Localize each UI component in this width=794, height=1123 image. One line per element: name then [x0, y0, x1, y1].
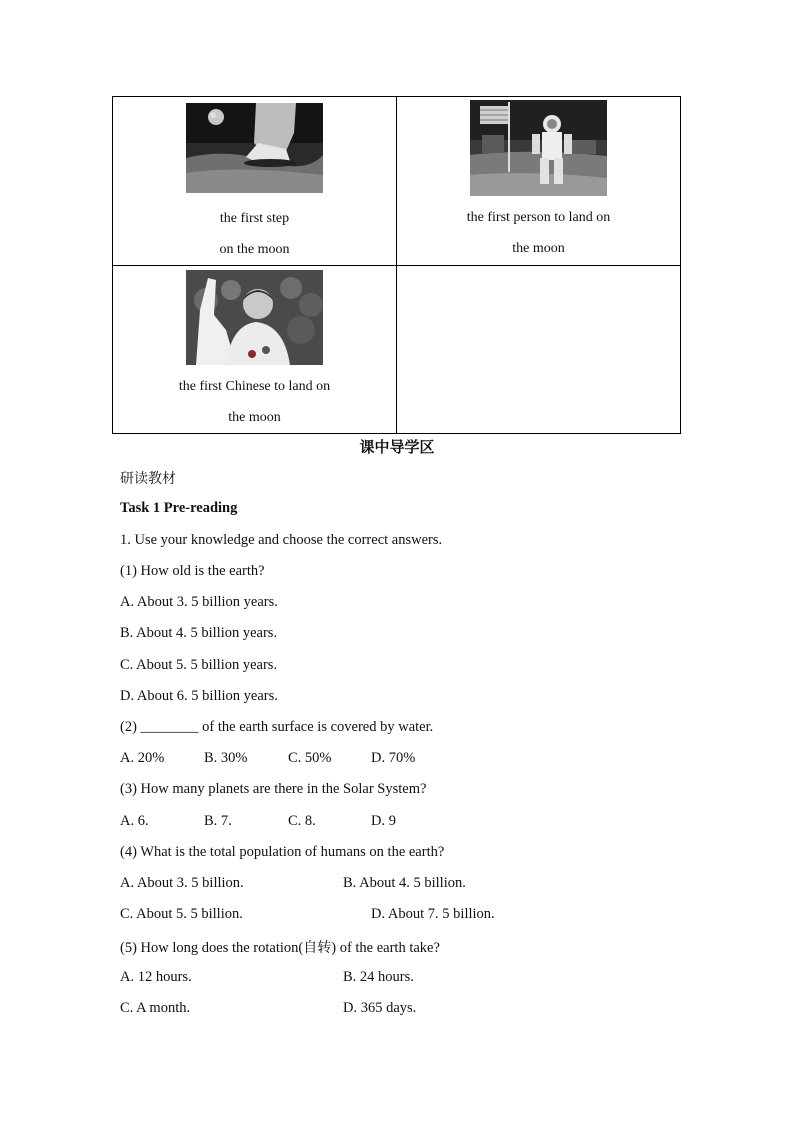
option-3c: C. 8. [288, 813, 316, 829]
section-title: 课中导学区 [359, 438, 435, 456]
option-1b: B. About 4. 5 billion years. [120, 625, 278, 641]
caption-line-1: the first person to land on [466, 210, 611, 225]
option-3d: D. 9 [371, 813, 396, 829]
table-cell-empty [397, 266, 681, 434]
table-cell-first-chinese [113, 266, 397, 434]
question-4: (4) What is the total population of humans on the earth? [120, 844, 445, 860]
option-2d: D. 70% [371, 750, 416, 766]
option-1a: A. About 3. 5 billion years. [120, 594, 278, 610]
chinese-astronaut-photo [186, 270, 323, 365]
astronaut-moon-photo [470, 100, 607, 196]
caption-first-step [113, 203, 396, 265]
table-cell-first-person [397, 97, 681, 266]
option-5c: C. A month. [120, 1000, 191, 1016]
question-3: (3) How many planets are there in the Solar System? [120, 781, 427, 797]
task-title: Task 1 Pre-reading [120, 500, 238, 516]
option-2b: B. 30% [204, 750, 248, 766]
caption-line-2: on the moon [219, 242, 290, 257]
option-2c: C. 50% [288, 750, 332, 766]
caption-first-chinese [113, 371, 396, 433]
caption-line-1: the first step [219, 211, 290, 226]
option-1d: D. About 6. 5 billion years. [120, 688, 278, 704]
option-4a: A. About 3. 5 billion. [120, 875, 244, 891]
question-5-chinese: 自转 [303, 940, 332, 956]
table-cell-first-step [113, 97, 397, 266]
question-2: (2) ________ of the earth surface is covered by water. [120, 719, 434, 735]
option-5a: A. 12 hours. [120, 969, 192, 985]
caption-line-1: the first Chinese to land on [178, 379, 331, 394]
moon-footstep-photo [186, 103, 323, 193]
question-1: (1) How old is the earth? [120, 563, 265, 579]
option-4c: C. About 5. 5 billion. [120, 906, 243, 922]
question-5-text: (5) How long does the rotation( [120, 940, 304, 956]
caption-line-2: the moon [228, 410, 281, 425]
instruction: 1. Use your knowledge and choose the correct answers. [120, 532, 443, 548]
question-5-end: ) of the earth take? [331, 940, 440, 956]
option-4b: B. About 4. 5 billion. [343, 875, 466, 891]
option-3b: B. 7. [204, 813, 232, 829]
option-5d: D. 365 days. [343, 1000, 417, 1016]
option-2a: A. 20% [120, 750, 165, 766]
subtitle: 研读教材 [120, 471, 176, 487]
image-table [112, 96, 681, 434]
option-5b: B. 24 hours. [343, 969, 414, 985]
option-4d: D. About 7. 5 billion. [371, 906, 495, 922]
caption-line-2: the moon [512, 241, 565, 256]
caption-first-person [397, 202, 680, 264]
option-1c: C. About 5. 5 billion years. [120, 657, 278, 673]
question-5 [120, 937, 440, 957]
option-3a: A. 6. [120, 813, 149, 829]
